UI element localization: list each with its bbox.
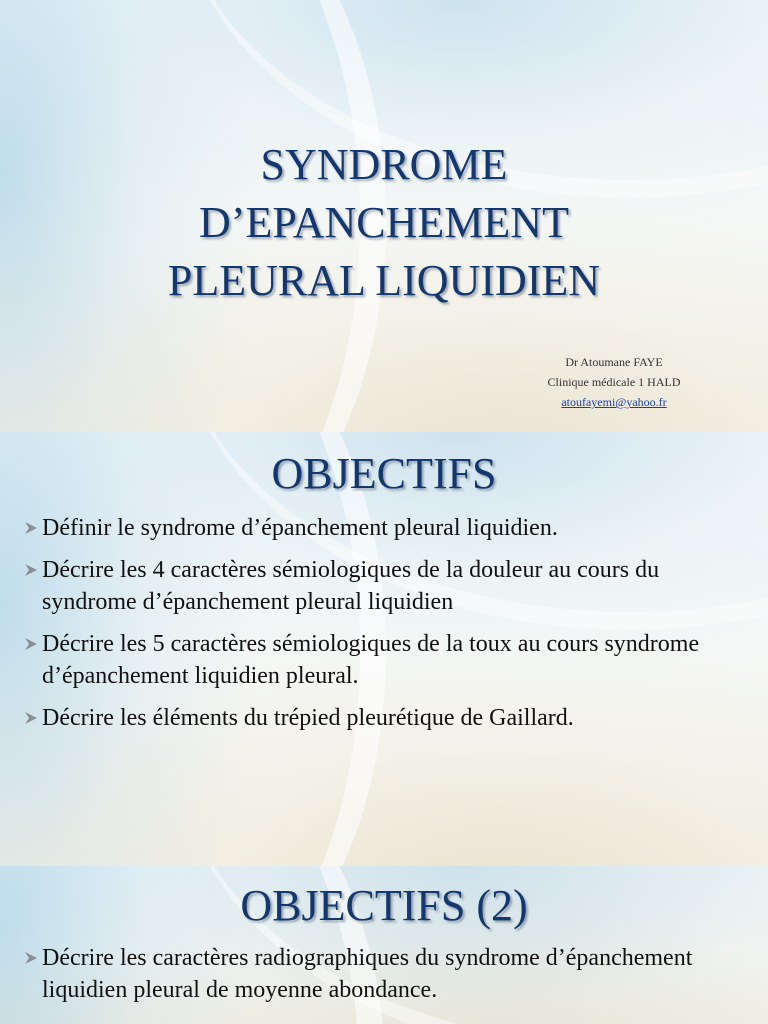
arrowhead-bullet-icon [24, 951, 38, 965]
list-item [24, 628, 744, 692]
list-item [24, 702, 744, 734]
author-block [500, 352, 728, 412]
arrowhead-bullet-icon [24, 637, 38, 651]
list-item [24, 554, 744, 618]
bullet-list [24, 512, 744, 744]
author-name: Dr Atoumane FAYE [565, 355, 663, 369]
title-line: PLEURAL LIQUIDIEN [167, 256, 601, 305]
title-line: SYNDROME [260, 140, 508, 189]
slide-heading: OBJECTIFS [271, 449, 497, 498]
presentation-title [0, 136, 768, 310]
list-item-text: Décrire les éléments du trépied pleurétique de Gaillard. [42, 705, 574, 731]
list-item-text: Décrire les 5 caractères sémiologiques de la toux au cours syndrome d’épanchement liquidien pleural. [42, 631, 700, 689]
list-item-text: Décrire les 4 caractères sémiologiques de la douleur au cours du syndrome d’épanchement pleural liquidien [42, 557, 660, 615]
title-line: D’EPANCHEMENT [199, 198, 569, 247]
objectives-2-slide [0, 866, 768, 1024]
bullet-list [24, 942, 744, 1016]
arrowhead-bullet-icon [24, 563, 38, 577]
list-item [24, 942, 744, 1006]
author-institution: Clinique médicale 1 HALD [547, 375, 681, 389]
list-item-text: Décrire les caractères radiographiques du syndrome d’épanchement liquidien pleural de moyenne abondance. [42, 945, 693, 1003]
objectives-slide [0, 432, 768, 866]
author-email-link[interactable]: atoufayemi@yahoo.fr [561, 395, 667, 409]
arrowhead-bullet-icon [24, 521, 38, 535]
list-item-text: Définir le syndrome d’épanchement pleural liquidien. [42, 515, 558, 541]
arrowhead-bullet-icon [24, 711, 38, 725]
slide-heading: OBJECTIFS (2) [240, 881, 528, 930]
title-slide [0, 0, 768, 432]
list-item [24, 512, 744, 544]
